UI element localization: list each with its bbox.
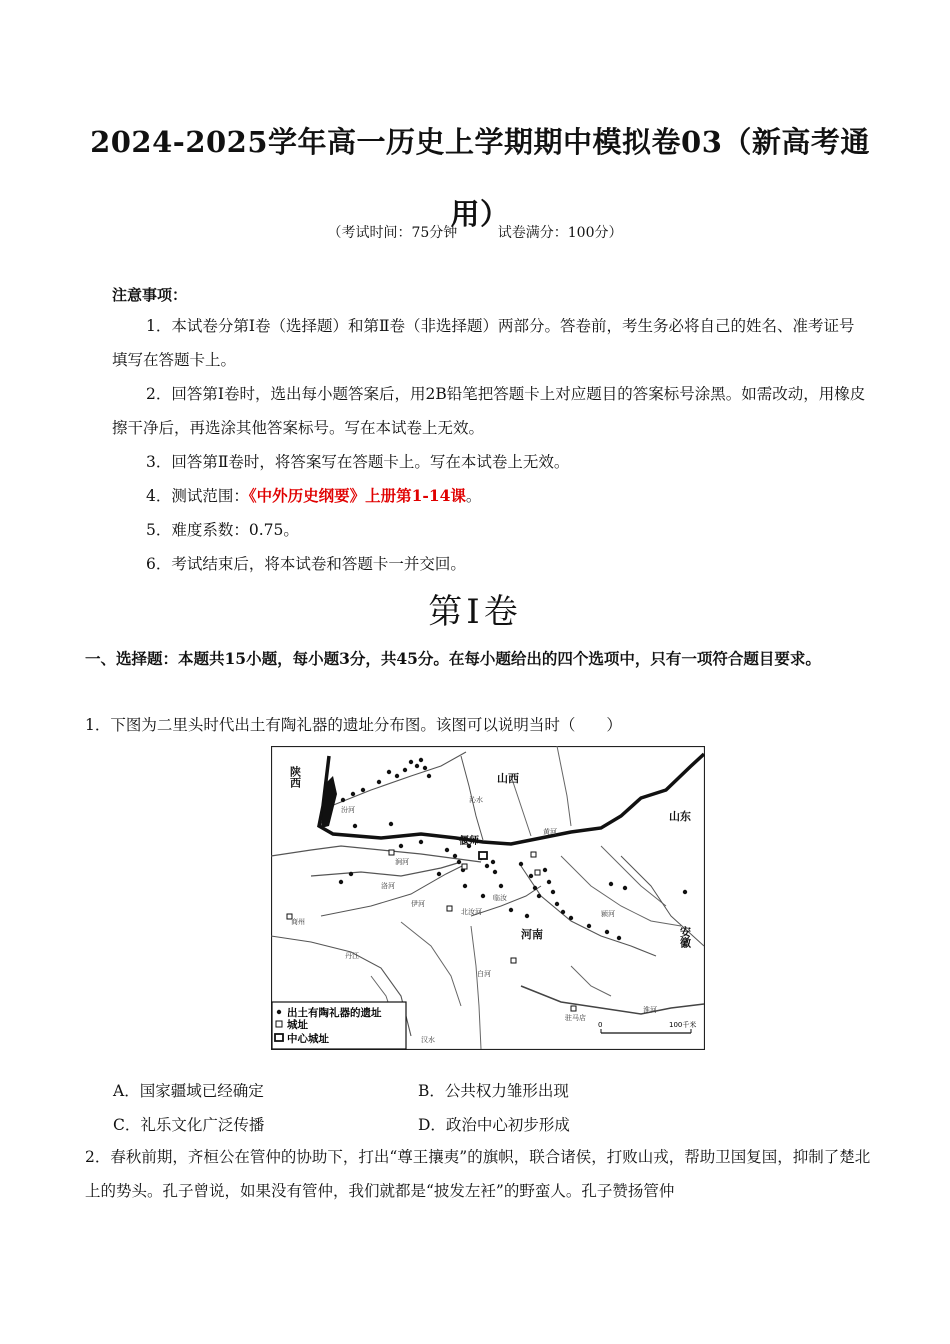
notice-item-3: 3．回答第Ⅱ卷时，将答案写在答题卡上。写在本试卷上无效。 [146, 453, 570, 471]
exam-title-line2: 用） [450, 197, 510, 231]
label-huai-river: 淮河 [643, 1006, 657, 1014]
label-qin-river: 沁水 [469, 796, 483, 804]
notice-item-2: 2．回答第Ⅰ卷时，选出每小题答案后，用2B铅笔把答题卡上对应题目的答案标号涂黑。如需改动，用橡皮擦干净后，再选涂其他答案标号。写在本试卷上无效。 [112, 385, 866, 437]
center-city-marker [479, 852, 487, 859]
notice-item-4-prefix: 4．测试范围： [146, 487, 249, 505]
label-shaanxi: 陕西 [288, 766, 302, 788]
notice-item-4 [112, 479, 867, 513]
label-shangzhou: 商州 [291, 918, 305, 926]
erlitou-site-map [271, 746, 705, 1050]
label-yellow-river: 黄河 [543, 828, 557, 836]
question-1-stem: 1．下图为二里头时代出土有陶礼器的遗址分布图。该图可以说明当时（ ） [85, 716, 622, 734]
question-2-stem [85, 1140, 875, 1208]
exam-subtitle [0, 222, 950, 242]
q1-option-d: D．政治中心初步形成 [418, 1116, 570, 1134]
test-scope: 《中外历史纲要》上册第1-14课 [248, 486, 466, 505]
label-fen-river: 汾河 [341, 806, 355, 814]
label-shandong: 山东 [669, 810, 691, 823]
section-heading: 一、选择题：本题共15小题，每小题3分，共45分。在每小题给出的四个选项中，只有一项符合题目要求。 [85, 649, 821, 668]
label-jian-river: 涧河 [395, 858, 409, 866]
label-shanxi: 山西 [497, 772, 519, 785]
label-henan: 河南 [521, 928, 543, 941]
label-dan-river: 丹江 [345, 952, 359, 960]
map-legend [272, 1002, 406, 1049]
label-bai-river: 白河 [477, 970, 491, 978]
svg-text:100千米: 100千米 [669, 1021, 697, 1029]
q1-option-c: C．礼乐文化广泛传播 [113, 1116, 265, 1134]
label-zhumadian: 驻马店 [565, 1014, 586, 1022]
label-beiru-river: 北汝河 [461, 908, 482, 916]
exam-time: （考试时间：75分钟 [327, 225, 458, 241]
legend-center-city: 中心城址 [287, 1033, 329, 1045]
svg-text:0: 0 [598, 1021, 603, 1029]
notice-item-5: 5．难度系数：0.75。 [146, 521, 299, 539]
label-anhui: 安徽 [678, 926, 692, 948]
label-luo-river: 洛河 [381, 882, 395, 890]
exam-score: 试卷满分：100分） [497, 225, 623, 241]
volume-title: 第Ⅰ卷 [428, 592, 522, 632]
question-2-text: 2．春秋前期，齐桓公在管仲的协助下，打出“尊王攘夷”的旗帜，联合诸侯，打败山戎，帮助卫国复国，抑制了楚北上的势头。孔子曾说，如果没有管仲，我们就都是“披发左衽”的野蛮人。孔子赞扬管仲 [85, 1148, 871, 1200]
notice-item-6: 6．考试结束后，将本试卷和答题卡一并交回。 [146, 555, 466, 573]
q1-option-b: B．公共权力雏形出现 [418, 1082, 569, 1100]
q1-option-a: A．国家疆域已经确定 [113, 1082, 264, 1100]
label-ying-river: 颍河 [601, 910, 615, 918]
notice-heading: 注意事项： [112, 286, 188, 304]
notice-item-1: 1．本试卷分第Ⅰ卷（选择题）和第Ⅱ卷（非选择题）两部分。答卷前，考生务必将自己的姓名、准考证号填写在答题卡上。 [112, 317, 855, 369]
label-yanshi: 偃师 [459, 836, 479, 847]
label-linru: 临汝 [493, 894, 507, 902]
legend-site: 出土有陶礼器的遗址 [287, 1007, 382, 1019]
label-han-river: 汉水 [421, 1036, 435, 1044]
legend-city: 城址 [287, 1019, 308, 1031]
notice-item-4-suffix: 。 [465, 487, 482, 505]
exam-title-line1: 2024-2025学年高一历史上学期期中模拟卷03（新高考通 [90, 125, 870, 159]
label-yi-river: 伊河 [411, 900, 425, 908]
